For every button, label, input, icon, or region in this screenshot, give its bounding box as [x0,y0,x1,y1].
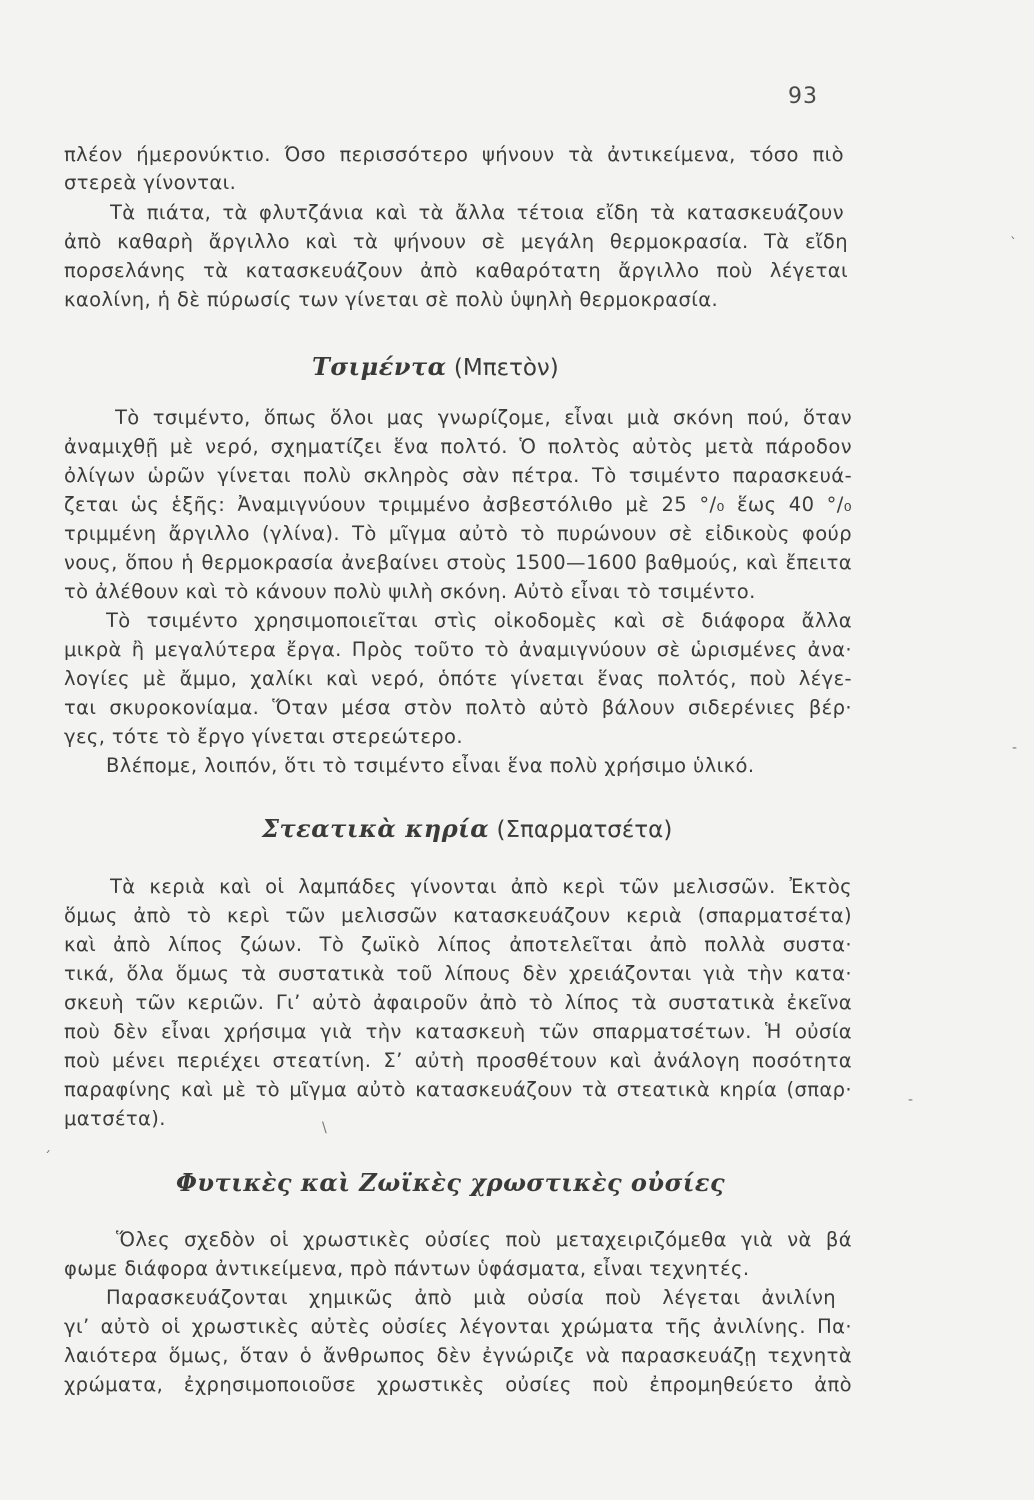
section-heading-cement [312,352,559,383]
text-line: ὀλίγων ὡρῶν γίνεται πολὺ σκληρὸς σὰν πέτρα. Τὸ τσιμέντο παρασκευά- [64,464,852,487]
text-line: ται σκυροκονίαμα. Ὅταν μέσα στὸν πολτὸ αὐτὸ βάλουν σιδερένιες βέρ· [64,696,852,719]
section-heading-candles [262,814,672,845]
text-line: πορσελάνης τὰ κατασκευάζουν ἀπὸ καθαρότατη ἄργιλλο ποὺ λέγεται [64,259,848,282]
text-line: Ὅλες σχεδὸν οἱ χρωστικὲς οὐσίες ποὺ μεταχειριζόμεθα γιὰ νὰ βά [116,1228,852,1251]
text-line: φωμε διάφορα ἀντικείμενα, πρὸ πάντων ὑφάσματα, εἶναι τεχνητές. [64,1257,750,1280]
text-line: ματσέτα). [64,1107,166,1130]
text-line: νους, ὅπου ἡ θερμοκρασία ἀνεβαίνει στοὺς 1500—1600 βαθμούς, καὶ ἔπειτα [64,551,852,574]
text-line: ἀπὸ καθαρὴ ἄργιλλο καὶ τὰ ψήνουν σὲ μεγάλη θερμοκρασία. Τὰ εἴδη [64,230,848,253]
text-line: τριμμένη ἄργιλλο (γλίνα). Τὸ μῖγμα αὐτὸ τὸ πυρώνουν σὲ εἰδικοὺς φούρ [64,522,852,545]
text-line: χρώματα, ἐχρησιμοποιοῦσε χρωστικὲς οὐσίες ποὺ ἐπρομηθεύετο ἀπὸ [64,1373,852,1396]
scan-mark: - [908,1092,914,1108]
text-line: Τὸ τσιμέντο χρησιμοποιεῖται στὶς οἰκοδομὲς καὶ σὲ διάφορα ἄλλα [106,609,852,632]
text-line: καὶ ἀπὸ λίπος ζώων. Τὸ ζωϊκὸ λίπος ἀποτελεῖται ἀπὸ πολλὰ συστα· [64,933,852,956]
text-line: Βλέπομε, λοιπόν, ὅτι τὸ τσιμέντο εἶναι ἕνα πολὺ χρήσιμο ὑλικό. [106,754,755,777]
text-line: ποὺ δὲν εἶναι χρήσιμα γιὰ τὴν κατασκευὴ τῶν σπαρματσέτων. Ἡ οὐσία [64,1020,852,1043]
page-number: 93 [788,84,818,109]
text-line: λογίες μὲ ἄμμο, χαλίκι καὶ νερό, ὁπότε γίνεται ἕνας πολτός, ποὺ λέγε- [64,667,852,690]
text-line: σκευὴ τῶν κεριῶν. Γι’ αὐτὸ ἀφαιροῦν ἀπὸ τὸ λίπος τὰ συστατικὰ ἐκεῖνα [64,991,852,1014]
heading-title: Τσιμέντα [312,352,447,381]
text-line: ὅμως ἀπὸ τὸ κερὶ τῶν μελισσῶν κατασκευάζουν κεριὰ (σπαρματσέτα) [64,904,852,927]
heading-subtitle: (Σπαρματσέτα) [496,817,673,843]
text-line: γες, τότε τὸ ἔργο γίνεται στερεώτερο. [64,725,463,748]
text-line: ποὺ μένει περιέχει στεατίνη. Σ’ αὐτὴ προσθέτουν καὶ ἀνάλογη ποσότητα [64,1049,852,1072]
scan-mark: \ [322,1120,327,1136]
heading-title: Φυτικὲς καὶ Ζωϊκὲς χρωστικὲς οὐσίες [176,1168,726,1197]
text-line: Τὰ πιάτα, τὰ φλυτζάνια καὶ τὰ ἄλλα τέτοια εἴδη τὰ κατασκευάζουν [110,201,844,224]
section-heading-dyes [176,1168,725,1199]
text-line: ἀναμιχθῇ μὲ νερό, σχηματίζει ἕνα πολτό. Ὁ πολτὸς αὐτὸς μετὰ πάροδον [64,435,852,458]
text-line: Τὸ τσιμέντο, ὅπως ὅλοι μας γνωρίζομε, εἶναι μιὰ σκόνη πού, ὅταν [115,406,852,429]
text-line: γι’ αὐτὸ οἱ χρωστικὲς αὐτὲς οὐσίες λέγονται χρώματα τῆς ἀνιλίνης. Πα· [64,1315,852,1338]
text-line: Παρασκευάζονται χημικῶς ἀπὸ μιὰ οὐσία ποὺ λέγεται ἀνιλίνη [106,1286,836,1309]
scan-mark: ˊ [44,1150,51,1166]
heading-title: Στεατικὰ κηρία [262,814,490,843]
scan-mark: - [1012,740,1018,756]
heading-subtitle: (Μπετὸν) [453,355,559,381]
text-line: στερεὰ γίνονται. [64,171,237,194]
text-line: παραφίνης καὶ μὲ τὸ μῖγμα αὐτὸ κατασκευάζουν τὰ στεατικὰ κηρία (σπαρ· [64,1078,852,1101]
scan-mark: ˋ [1010,236,1017,252]
text-line: Τὰ κεριὰ καὶ οἱ λαμπάδες γίνονται ἀπὸ κερὶ τῶν μελισσῶν. Ἐκτὸς [110,875,852,898]
text-line: μικρὰ ἢ μεγαλύτερα ἔργα. Πρὸς τοῦτο τὸ ἀναμιγνύουν σὲ ὡρισμένες ἀνα· [64,638,852,661]
text-line: καολίνη, ἡ δὲ πύρωσίς των γίνεται σὲ πολὺ ὑψηλὴ θερμοκρασία. [64,288,719,311]
text-line: πλέον ήμερονύκτιο. Όσο περισσότερο ψήνουν τὰ ἀντικείμενα, τόσο πιὸ [64,143,844,166]
text-line: λαιότερα ὅμως, ὅταν ὁ ἄνθρωπος δὲν ἐγνώριζε νὰ παρασκευάζῃ τεχνητὰ [64,1344,852,1367]
text-line: τικά, ὅλα ὅμως τὰ συστατικὰ τοῦ λίπους δὲν χρειάζονται γιὰ τὴν κατα· [64,962,852,985]
text-line: τὸ ἀλέθουν καὶ τὸ κάνουν πολὺ ψιλὴ σκόνη. Αὐτὸ εἶναι τὸ τσιμέντο. [64,580,756,603]
text-line: ζεται ὡς ἑξῆς: Ἀναμιγνύουν τριμμένο ἀσβεστόλιθο μὲ 25 °/₀ ἕως 40 °/₀ [64,493,852,516]
